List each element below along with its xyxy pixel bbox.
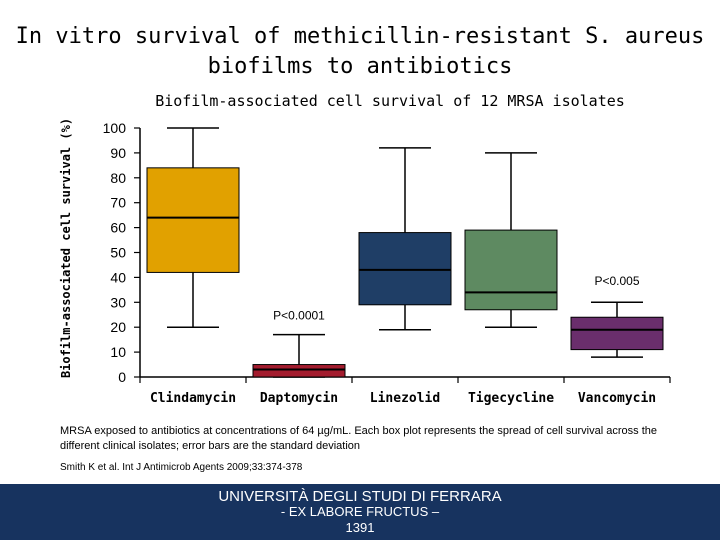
figure-caption: MRSA exposed to antibiotics at concentrations of 64 µg/mL. Each box plot represents the spread of cell survival across the different clinical isolates; error bars are the standard deviation: [60, 425, 657, 452]
box-tigecycline: [465, 230, 557, 310]
chart-title: Biofilm-associated cell survival of 12 MRSA isolates: [155, 92, 625, 110]
x-tick-label: Clindamycin: [149, 391, 237, 406]
x-tick-label: Linezolid: [369, 391, 441, 406]
citation: Smith K et al. Int J Antimicrob Agents 2009;33:374-378: [60, 462, 303, 473]
footer-year: 1391: [345, 520, 375, 535]
y-tick-label: 40: [110, 269, 126, 286]
box-linezolid: [359, 233, 451, 305]
box-daptomycin: [253, 365, 345, 377]
x-tick-label: Vancomycin: [577, 391, 657, 406]
slide-title-line1: In vitro survival of methicillin-resistant S. aureus: [15, 24, 705, 49]
y-tick-label: 0: [118, 369, 126, 385]
university-footer: [0, 484, 720, 540]
y-tick-label: 20: [110, 319, 126, 336]
y-tick-label: 60: [110, 219, 126, 236]
box-clindamycin: [147, 168, 239, 273]
y-tick-label: 50: [110, 244, 126, 261]
y-tick-label: 30: [110, 294, 126, 311]
y-axis-label: Biofilm-associated cell survival (%): [59, 117, 73, 379]
p-value-annotation: P<0.005: [594, 273, 640, 288]
y-tick-label: 10: [110, 344, 126, 361]
y-tick-label: 70: [110, 194, 126, 211]
footer-university-name: UNIVERSITÀ DEGLI STUDI DI FERRARA: [218, 488, 502, 505]
y-tick-label: 90: [110, 144, 126, 161]
footer-motto: - EX LABORE FRUCTUS –: [280, 504, 440, 519]
x-tick-label: Tigecycline: [467, 391, 555, 406]
y-tick-label: 80: [110, 169, 126, 186]
y-tick-label: 100: [102, 120, 126, 136]
slide-title-line2: biofilms to antibiotics: [207, 54, 513, 79]
box-vancomycin: [571, 317, 663, 349]
x-tick-label: Daptomycin: [259, 391, 339, 406]
p-value-annotation: P<0.0001: [273, 308, 325, 323]
